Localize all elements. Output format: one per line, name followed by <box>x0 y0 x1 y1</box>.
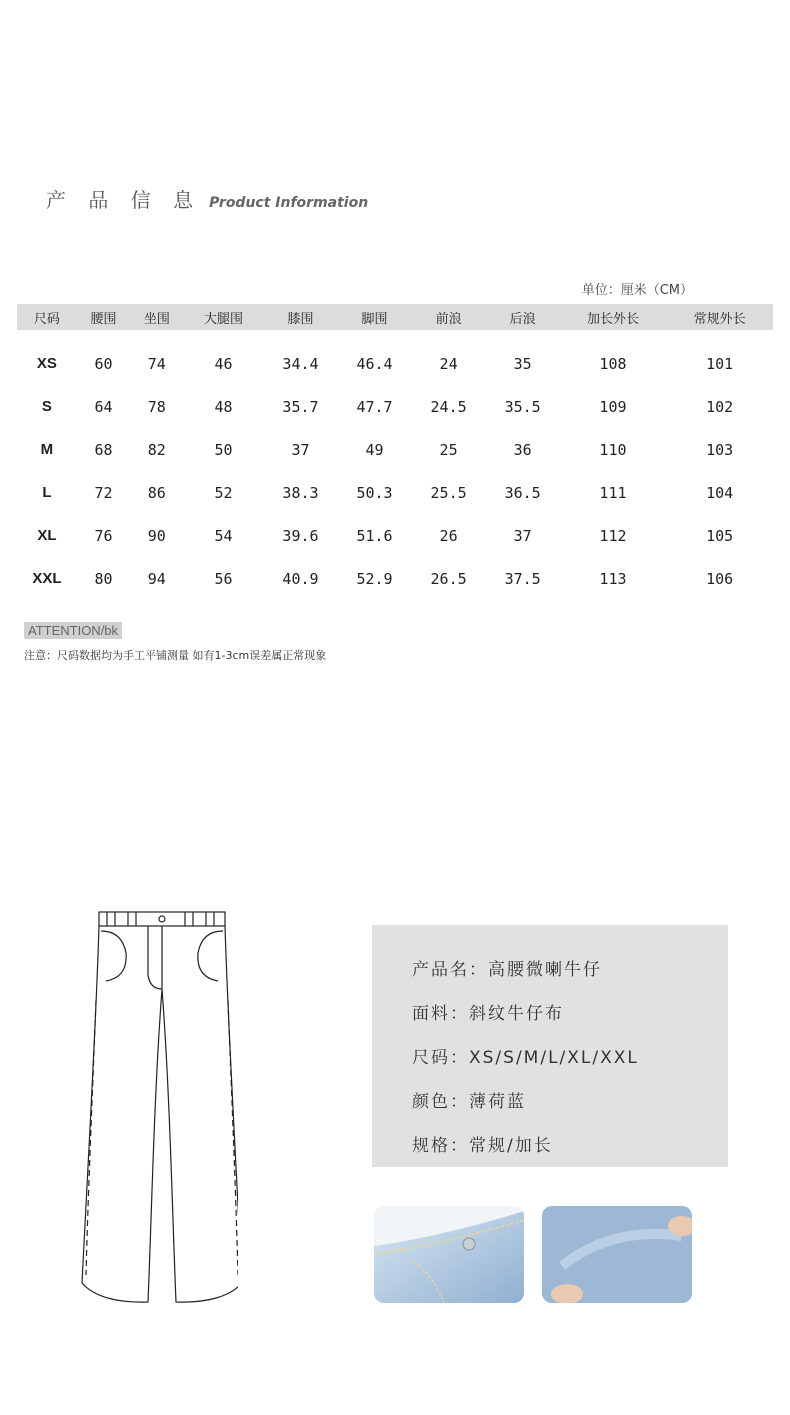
size-table-header-cell: 常规外长 <box>666 304 773 330</box>
size-value-cell: 37.5 <box>504 569 541 588</box>
size-table-header-cell: 腰围 <box>77 304 130 330</box>
size-table-body <box>17 330 773 600</box>
size-value-cell: 25.5 <box>430 483 467 502</box>
size-value-cell: 56 <box>214 569 233 588</box>
size-value-cell: 24.5 <box>430 397 467 416</box>
size-value-cell: 36.5 <box>504 483 541 502</box>
size-value-cell: 52.9 <box>356 569 393 588</box>
jeans-waist-detail-photo <box>374 1206 524 1303</box>
size-value-cell: 103 <box>706 440 734 459</box>
size-value-cell: 51.6 <box>356 526 393 545</box>
size-value-cell: 48 <box>214 397 233 416</box>
size-value-cell: 110 <box>599 440 627 459</box>
size-value-cell: 94 <box>147 569 166 588</box>
size-table-header-cell: 坐围 <box>130 304 183 330</box>
size-label-cell: S <box>41 398 52 415</box>
size-value-cell: 109 <box>599 397 627 416</box>
size-label-cell: XL <box>37 527 57 544</box>
size-value-cell: 39.6 <box>282 526 319 545</box>
size-value-cell: 54 <box>214 526 233 545</box>
size-label-cell: XS <box>36 355 57 372</box>
size-table-row <box>17 514 773 557</box>
size-value-cell: 78 <box>147 397 166 416</box>
size-table-header-cell: 膝围 <box>263 304 337 330</box>
size-label-cell: M <box>40 441 54 458</box>
size-value-cell: 60 <box>94 354 113 373</box>
size-table <box>17 304 773 600</box>
size-value-cell: 52 <box>214 483 233 502</box>
size-value-cell: 35.7 <box>282 397 319 416</box>
size-value-cell: 105 <box>706 526 734 545</box>
size-table-header-cell: 大腿围 <box>183 304 263 330</box>
page-title-cn: 产 品 信 息 <box>46 188 202 212</box>
size-value-cell: 108 <box>599 354 627 373</box>
size-table-header-cell: 后浪 <box>486 304 560 330</box>
size-value-cell: 111 <box>599 483 627 502</box>
size-value-cell: 90 <box>147 526 166 545</box>
size-value-cell: 82 <box>147 440 166 459</box>
size-value-cell: 86 <box>147 483 166 502</box>
size-value-cell: 76 <box>94 526 113 545</box>
size-value-cell: 38.3 <box>282 483 319 502</box>
size-value-cell: 49 <box>365 440 384 459</box>
size-label-cell: XXL <box>32 570 62 587</box>
jeans-stretch-fabric-photo <box>542 1206 692 1303</box>
product-name: 产品名：高腰微喇牛仔 <box>412 960 602 980</box>
product-fabric: 面料：斜纹牛仔布 <box>412 1004 564 1024</box>
size-table-header <box>17 304 773 330</box>
size-table-header-cell: 尺码 <box>17 304 77 330</box>
size-table-header-cell: 前浪 <box>412 304 486 330</box>
size-table-row <box>17 428 773 471</box>
page-title-en: Product Information <box>209 195 369 211</box>
size-table-header-cell: 脚围 <box>338 304 412 330</box>
product-info-panel <box>372 925 728 1167</box>
size-value-cell: 36 <box>513 440 532 459</box>
size-value-cell: 46 <box>214 354 233 373</box>
size-value-cell: 35 <box>513 354 532 373</box>
size-value-cell: 40.9 <box>282 569 319 588</box>
size-table-row <box>17 471 773 514</box>
size-value-cell: 24 <box>439 354 458 373</box>
size-value-cell: 72 <box>94 483 113 502</box>
attention-label: ATTENTION/bk <box>24 622 122 639</box>
size-value-cell: 37 <box>513 526 532 545</box>
size-value-cell: 112 <box>599 526 627 545</box>
size-table-row <box>17 557 773 600</box>
size-value-cell: 68 <box>94 440 113 459</box>
size-value-cell: 26.5 <box>430 569 467 588</box>
size-table-row <box>17 385 773 428</box>
size-value-cell: 35.5 <box>504 397 541 416</box>
size-value-cell: 50.3 <box>356 483 393 502</box>
size-table-header-cell: 加长外长 <box>560 304 667 330</box>
size-value-cell: 74 <box>147 354 166 373</box>
unit-label: 单位：厘米（CM） <box>581 283 693 298</box>
size-table-row <box>17 330 773 385</box>
size-value-cell: 102 <box>706 397 734 416</box>
size-value-cell: 101 <box>706 354 734 373</box>
size-value-cell: 80 <box>94 569 113 588</box>
size-value-cell: 50 <box>214 440 233 459</box>
product-spec: 规格：常规/加长 <box>412 1136 553 1156</box>
page-header <box>46 184 368 213</box>
size-value-cell: 37 <box>291 440 310 459</box>
size-value-cell: 46.4 <box>356 354 393 373</box>
size-value-cell: 25 <box>439 440 458 459</box>
size-value-cell: 47.7 <box>356 397 393 416</box>
size-value-cell: 113 <box>599 569 627 588</box>
size-value-cell: 64 <box>94 397 113 416</box>
size-label-cell: L <box>42 484 52 501</box>
attention-note: 注意：尺码数据均为手工平铺测量 如有1-3cm误差属正常现象 <box>24 649 327 662</box>
size-value-cell: 104 <box>706 483 734 502</box>
jeans-line-drawing-icon <box>78 905 238 1314</box>
size-value-cell: 34.4 <box>282 354 319 373</box>
size-value-cell: 26 <box>439 526 458 545</box>
product-color: 颜色：薄荷蓝 <box>412 1092 526 1112</box>
size-value-cell: 106 <box>706 569 734 588</box>
product-sizes: 尺码：XS/S/M/L/XL/XXL <box>412 1048 639 1068</box>
